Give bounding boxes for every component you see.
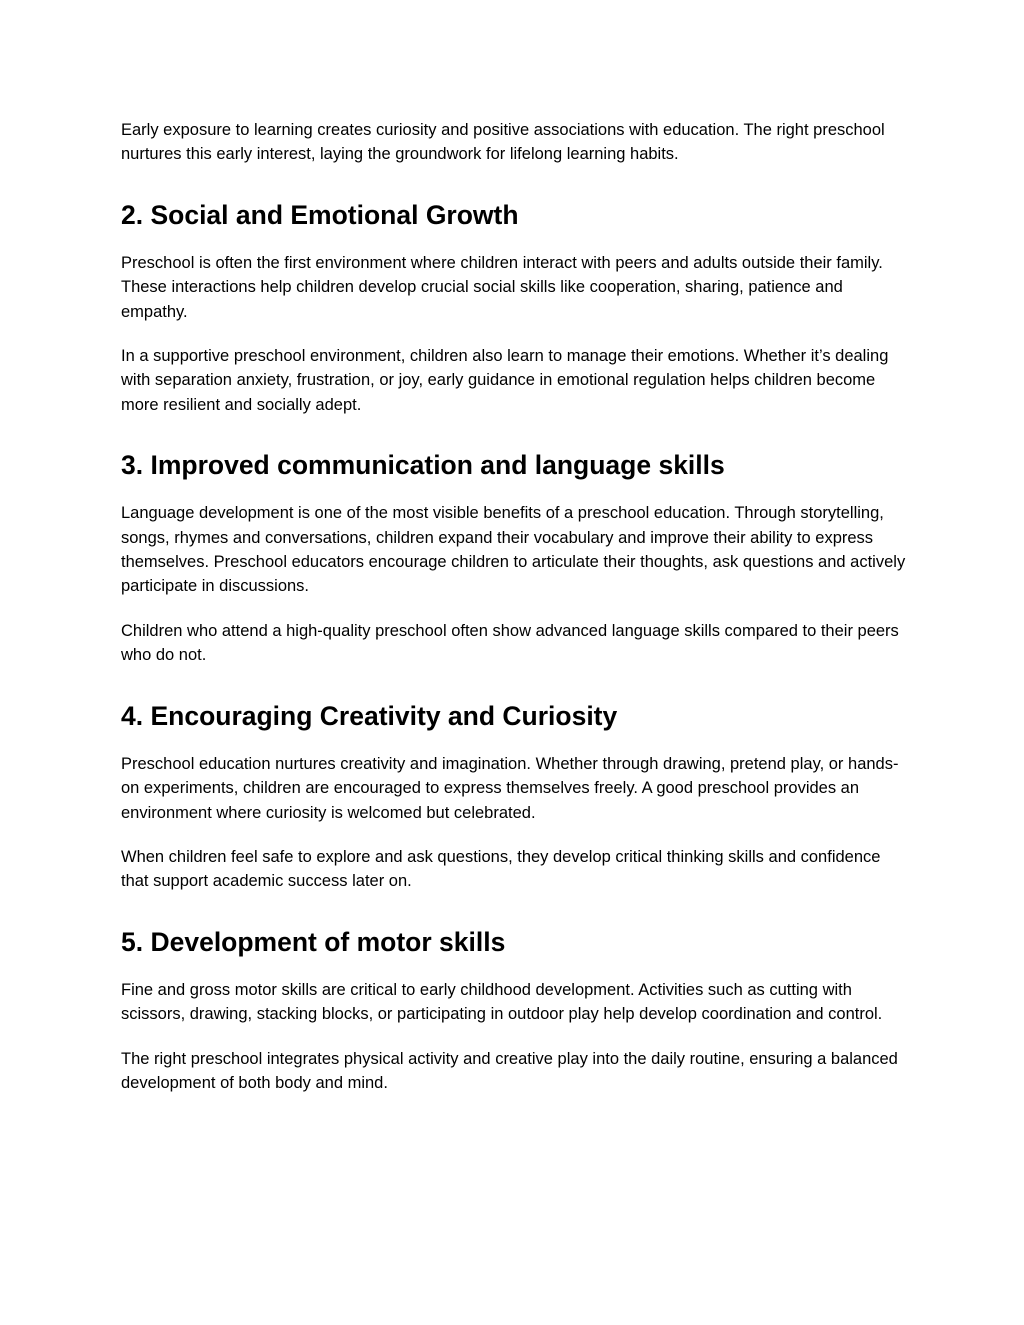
section-heading-motor-skills: 5. Development of motor skills — [121, 926, 506, 957]
document-page — [121, 118, 911, 1095]
section-paragraph: Language development is one of the most visible benefits of a preschool education. Through storytelling, songs, rhymes and conversations, children expand their vocabulary and improve their ability to express themselves. Preschool educators encourage children to articulate their thoughts, ask questions and actively participate in discussions. — [121, 504, 906, 596]
section-paragraph: Fine and gross motor skills are critical to early childhood development. Activities such as cutting with scissors, drawing, stacking blocks, or participating in outdoor play help develop coordination and control. — [121, 980, 883, 1024]
section-paragraph: When children feel safe to explore and ask questions, they develop critical thinking skills and confidence that support academic success later on. — [121, 847, 881, 891]
section-paragraph: Preschool is often the first environment where children interact with peers and adults outside their family. These interactions help children develop crucial social skills like cooperation, sharing, patience and empathy. — [121, 253, 883, 321]
section-paragraph: The right preschool integrates physical activity and creative play into the daily routine, ensuring a balanced development of both body and mind. — [121, 1049, 898, 1092]
section-heading-creativity-curiosity: 4. Encouraging Creativity and Curiosity — [121, 700, 618, 731]
intro-paragraph: Early exposure to learning creates curiosity and positive associations with education. The right preschool nurtures this early interest, laying the groundwork for lifelong learning habits. — [121, 121, 885, 164]
section-paragraph: Preschool education nurtures creativity and imagination. Whether through drawing, pretend play, or hands-on experiments, children are encouraged to express themselves freely. A good preschool provides an environment where curiosity is welcomed but celebrated. — [121, 754, 899, 822]
section-paragraph: In a supportive preschool environment, children also learn to manage their emotions. Whether it’s dealing with separation anxiety, frustration, or joy, early guidance in emotional regulation helps children become more resilient and socially adept. — [121, 347, 889, 414]
section-heading-social-emotional: 2. Social and Emotional Growth — [121, 199, 519, 230]
section-heading-communication-language: 3. Improved communication and language skills — [121, 450, 725, 481]
section-paragraph: Children who attend a high-quality preschool often show advanced language skills compared to their peers who do not. — [121, 621, 899, 665]
